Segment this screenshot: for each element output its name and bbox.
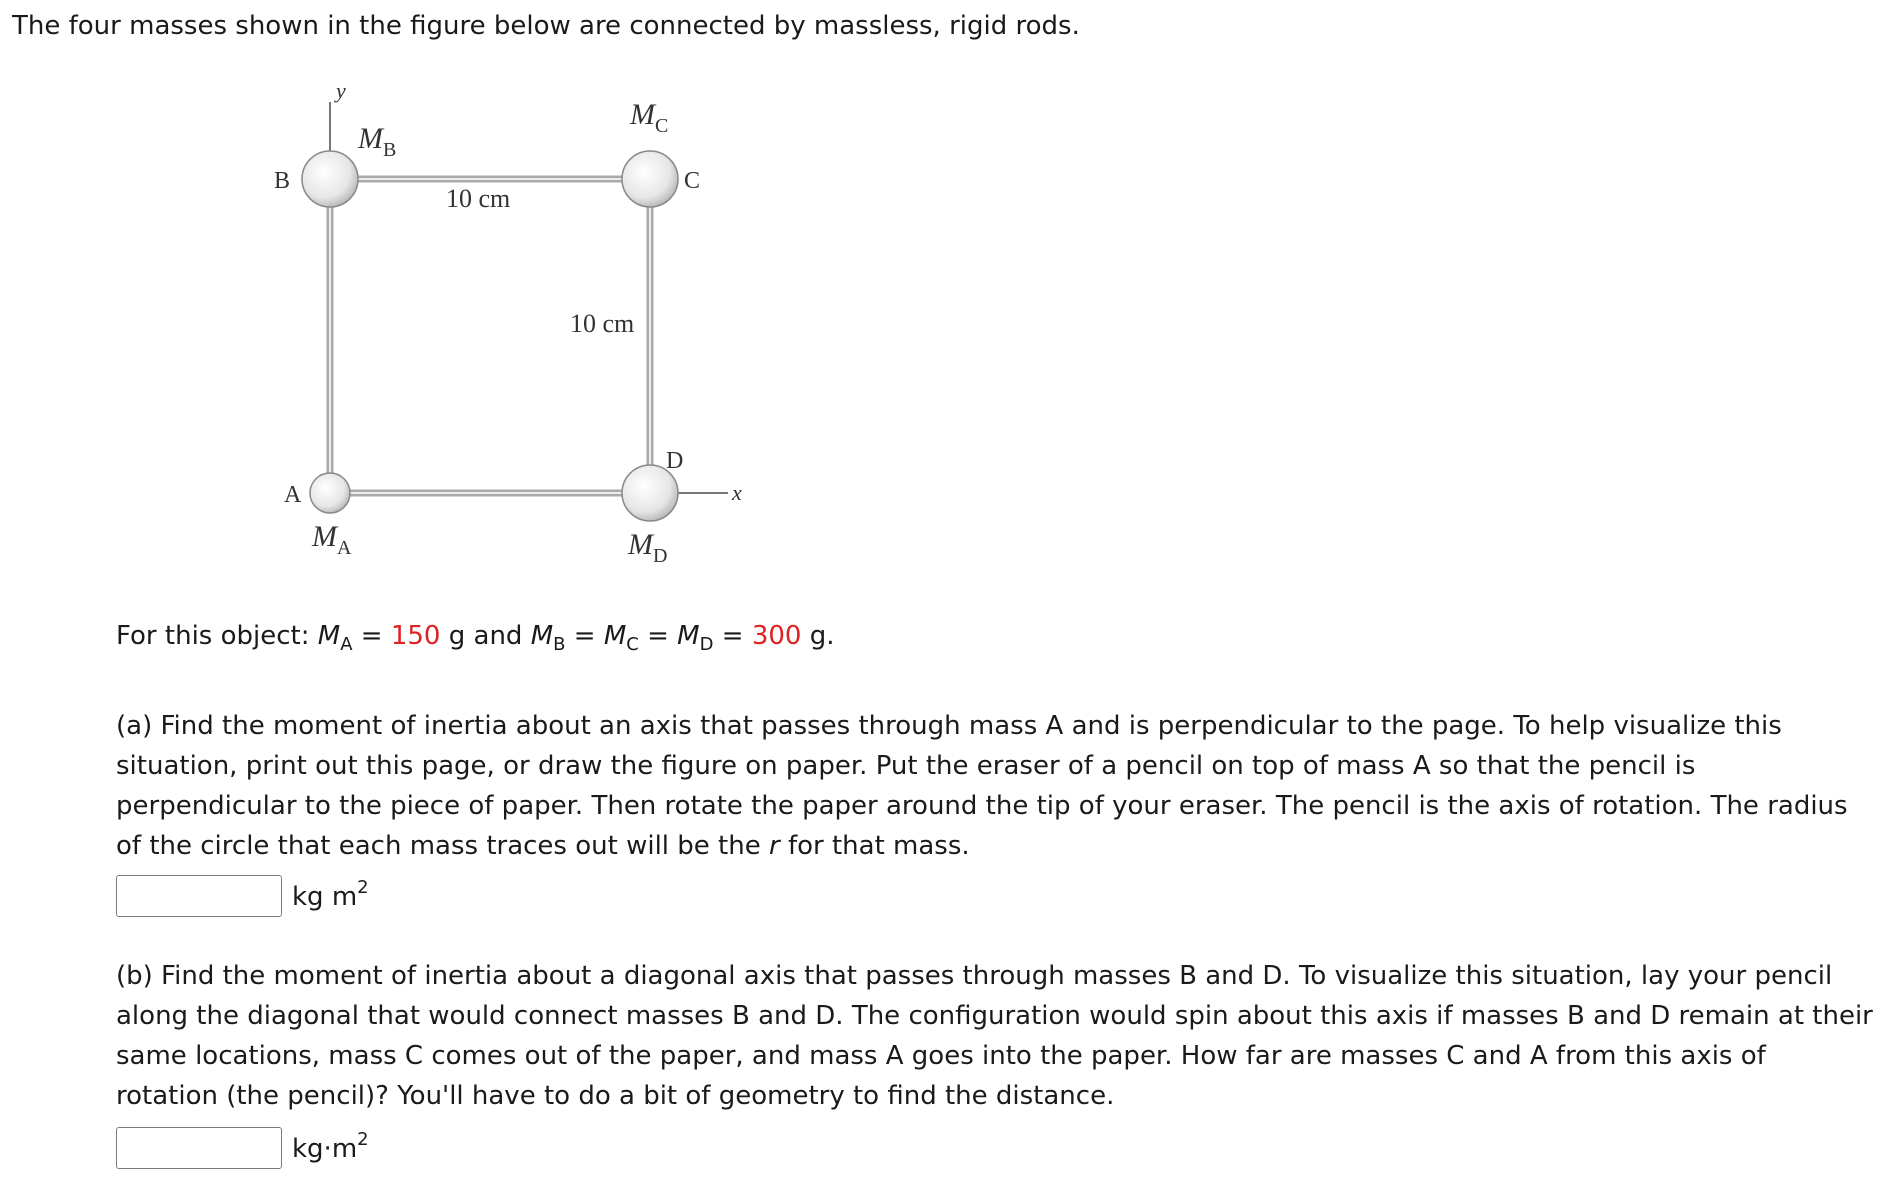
label-c: C [684, 168, 701, 194]
answer-b-unit: $kg\cdot m^2$ [292, 1128, 369, 1164]
mass-d-label: $M_D$ [628, 528, 668, 567]
label-b: B [274, 168, 291, 194]
y-axis-label: y [336, 82, 346, 103]
mass-values: For this object: $M_A = 150$ g and $M_B = M_C = M_D = 300$ g. [116, 621, 835, 655]
mass-b-ball [302, 151, 358, 207]
label-a: A [284, 482, 302, 508]
answer-a-unit: kg $m^2$ [292, 876, 369, 912]
top-length-label: 10 cm [446, 184, 511, 213]
mass-c-ball [622, 151, 678, 207]
ma-value: 150 [390, 621, 441, 651]
mass-figure [264, 82, 784, 586]
side-length-label: 10 cm [570, 309, 635, 338]
question-a: (a) Find the moment of inertia about an axis that passes through mass A and is perpendicular to the page. To help visualize this situation, print out this page, or draw the figure on paper. Put the eraser of a pencil on top of mass A so that the pencil is perpendicular to the piece of paper. Then rotate the paper around the tip of your eraser. The pencil is the axis of rotation. The radius of the circle that each mass traces out will be the r for that mass. [116, 711, 1848, 861]
mass-b-label: $M_B$ [358, 122, 397, 161]
answer-b-input[interactable] [116, 1127, 282, 1169]
mass-a-label: $M_A$ [312, 520, 352, 559]
label-d: D [666, 448, 684, 474]
figure-svg [264, 82, 784, 582]
mbcd-value: 300 [751, 621, 802, 651]
answer-b-row [116, 1126, 369, 1170]
answer-a-input[interactable] [116, 875, 282, 917]
mass-c-label: $M_C$ [630, 98, 669, 137]
question-b: (b) Find the moment of inertia about a diagonal axis that passes through masses B and D. To visualize this situation, lay your pencil along the diagonal that would connect masses B and D. The configuration would spin about this axis if masses B and D remain at their same locations, mass C comes out of the paper, and mass A goes into the paper. How far are masses C and A from this axis of rotation (the pencil)? You'll have to do a bit of geometry to find the distance. [116, 961, 1873, 1111]
intro-text: The four masses shown in the figure below are connected by massless, rigid rods. [12, 11, 1080, 41]
answer-a-row [116, 874, 369, 918]
x-axis-label: x [732, 480, 742, 505]
mass-a-ball [310, 473, 350, 513]
